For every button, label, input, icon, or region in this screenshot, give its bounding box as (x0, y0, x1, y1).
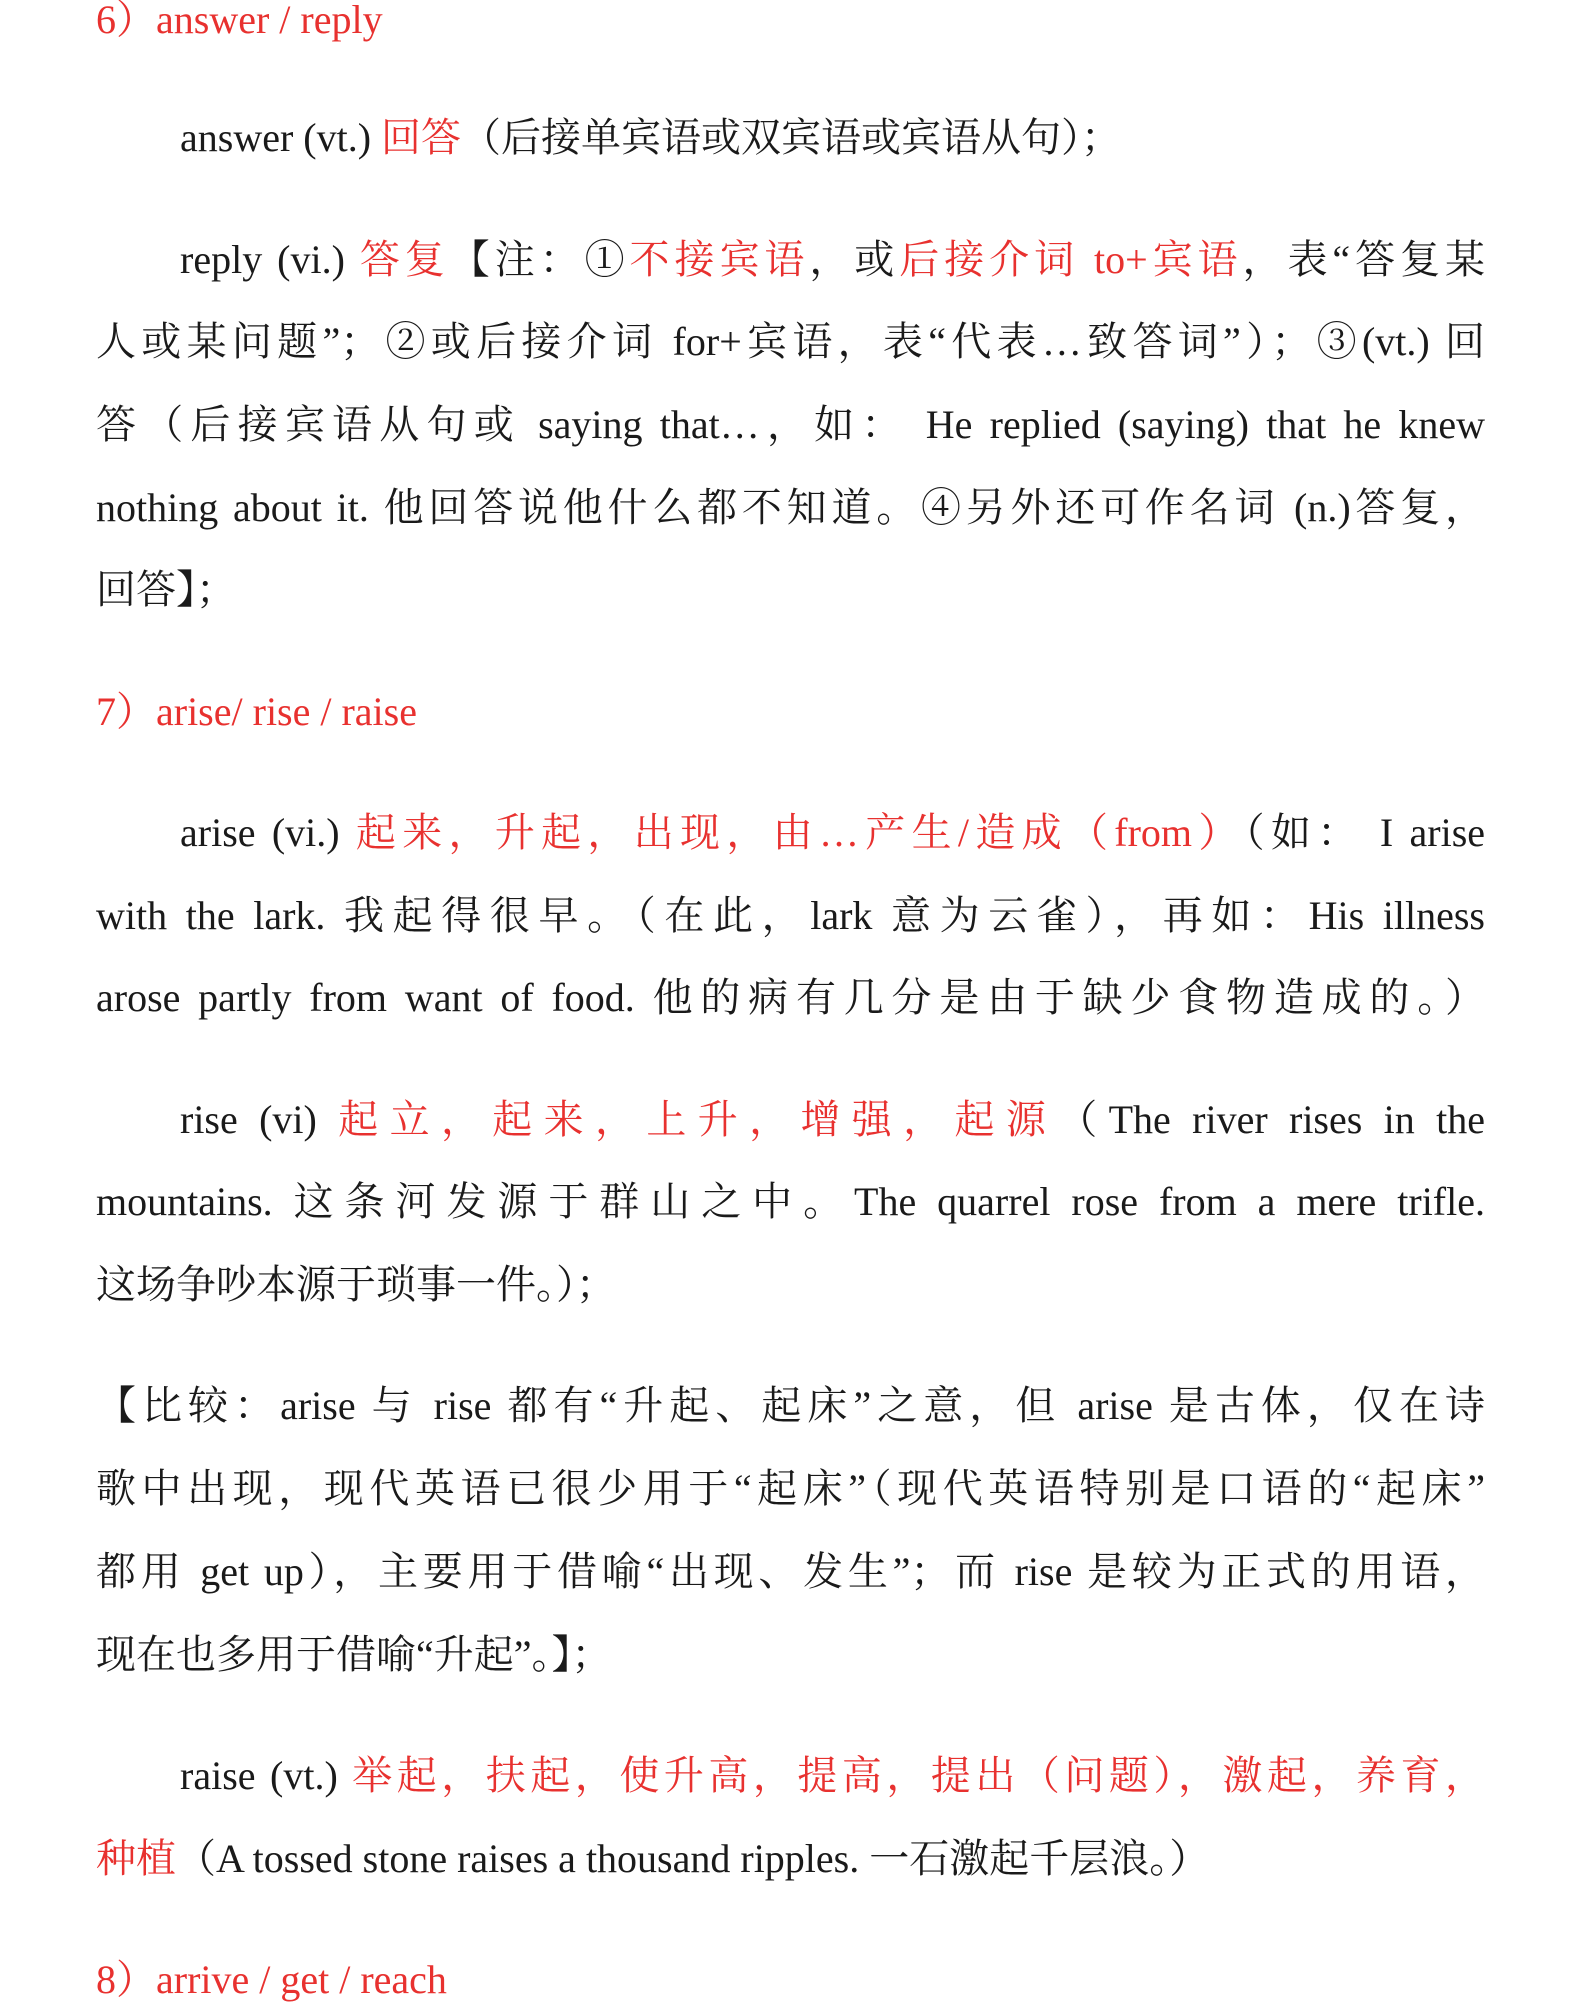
usage-note: 人或某问题”；②或后接介词 for+宾语，表“代表…致答词”）；③(vt.) 回 (96, 319, 1485, 365)
text-line (96, 1531, 1485, 1614)
note-text: 歌中出现，现代英语已很少用于“起床”（现代英语特别是口语的“起床” (96, 1466, 1485, 1512)
example-text: arose partly from want of food. 他的病有几分是由于缺少食物造成的。） (96, 975, 1485, 1021)
entry-reply (96, 219, 1485, 633)
example-text: mountains. 这条河发源于群山之中。The quarrel rose from a mere trifle. (96, 1179, 1485, 1225)
example-text: 这场争吵本源于琐事一件。）； (96, 1262, 616, 1308)
text-line (96, 301, 1485, 384)
usage-note: ，或 (809, 236, 900, 282)
usage-note: （后接单宾语或双宾语或宾语从句）； (461, 115, 1122, 161)
text-line (96, 1365, 1485, 1448)
text-line (96, 1161, 1485, 1244)
text-line (96, 1079, 1485, 1162)
text-line (96, 957, 1485, 1040)
entry-rise (96, 1079, 1485, 1327)
text-line (96, 1735, 1485, 1818)
text-line (96, 1448, 1485, 1531)
example-text: （A tossed stone raises a thousand ripples. 一石激起千层浪。） (176, 1835, 1210, 1881)
entry-arise (96, 792, 1485, 1040)
note-text: 现在也多用于借喻“升起”。】； (96, 1631, 612, 1677)
section-heading-6 (96, 0, 1485, 40)
section-heading-7 (96, 671, 1485, 754)
comparison-note (96, 1365, 1485, 1696)
text-line (96, 792, 1485, 875)
usage-note: 【注：① (449, 236, 630, 282)
meaning-highlight: 种植 (96, 1835, 176, 1881)
note-text: 都用 get up），主要用于借喻“出现、发生”；而 rise 是较为正式的用语， (96, 1548, 1485, 1594)
text-line (96, 97, 1485, 180)
text-line (96, 549, 1485, 632)
text-line (96, 875, 1485, 958)
text-line (96, 1614, 1485, 1697)
text-line (96, 384, 1485, 467)
meaning-highlight: 举起，扶起，使升高，提高，提出（问题），激起，养育， (352, 1752, 1485, 1798)
usage-highlight: 不接宾语 (629, 236, 810, 282)
usage-note: nothing about it. 他回答说他什么都不知道。④另外还可作名词 (n.)答复， (96, 484, 1485, 530)
usage-highlight: 后接介词 to+宾语 (899, 236, 1243, 282)
heading-text: 7）arise/ rise / raise (96, 688, 417, 734)
text-line (96, 1244, 1485, 1327)
meaning-highlight: 答复 (359, 236, 450, 282)
entry-answer (96, 97, 1485, 180)
text-line (96, 219, 1485, 302)
usage-note: ，表“答复某 (1242, 236, 1486, 282)
section-heading-8 (96, 1950, 1485, 2010)
term-label: answer (vt.) (180, 115, 382, 161)
term-label: arise (vi.) (180, 810, 356, 855)
meaning-highlight: 起立，起来，上升，增强，起源 (338, 1096, 1058, 1142)
document-page (96, 0, 1485, 2010)
term-label: rise (vi) (180, 1096, 339, 1142)
heading-text: 8）arrive / get / reach (96, 1956, 447, 2002)
text-line (96, 1818, 1485, 1901)
usage-note: 回答】； (96, 567, 236, 613)
meaning-highlight: 回答 (381, 115, 462, 161)
entry-raise (96, 1735, 1485, 1900)
note-text: 【比较：arise 与 rise 都有“升起、起床”之意，但 arise 是古体，仅在诗 (96, 1383, 1485, 1429)
text-line (96, 467, 1485, 550)
example-text: （如： I arise (1244, 810, 1486, 855)
example-text: with the lark. 我起得很早。（在此，lark 意为云雀），再如：His illness (96, 892, 1485, 938)
meaning-highlight: 起来，升起，出现，由…产生/造成（from） (355, 810, 1245, 855)
heading-text: 6）answer / reply (96, 0, 383, 42)
example-text: （The river rises in the (1057, 1096, 1486, 1142)
usage-note: 答（后接宾语从句或 saying that…，如： He replied (saying) that he knew (96, 402, 1485, 447)
term-label: reply (vi.) (180, 236, 360, 282)
term-label: raise (vt.) (180, 1752, 353, 1798)
